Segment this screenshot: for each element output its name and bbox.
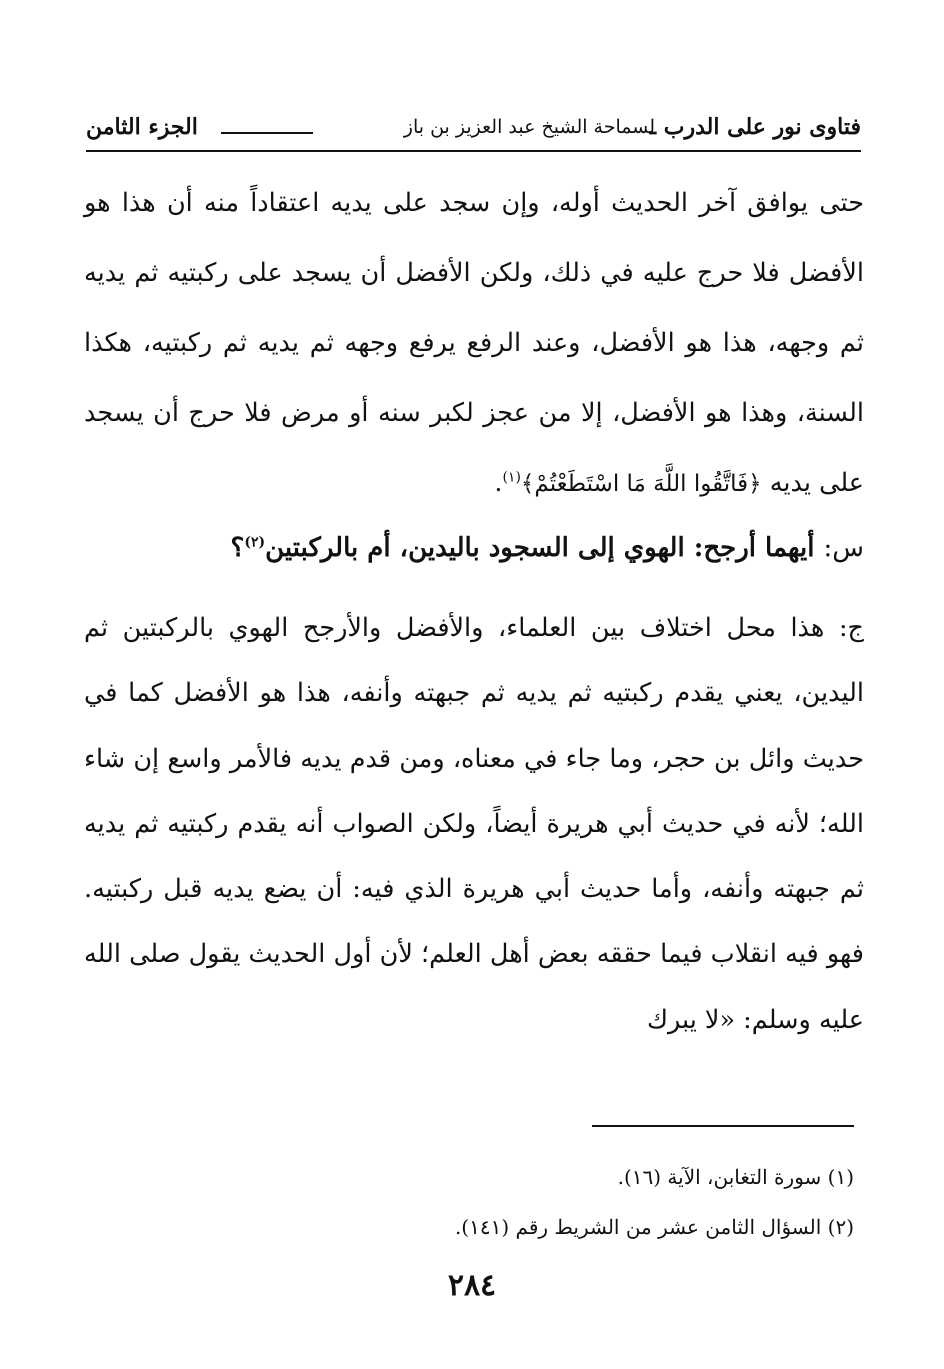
paragraph-1-end: . bbox=[494, 468, 503, 498]
header-rule bbox=[86, 150, 861, 152]
footnote-ref-1: (١) bbox=[502, 469, 521, 486]
footnote-ref-2: (٢) bbox=[244, 534, 266, 551]
answer-paragraph bbox=[84, 596, 864, 1053]
footnote-1: (١) سورة التغابن، الآية (١٦). bbox=[617, 1165, 854, 1189]
book-title: فتاوى نور على الدرب ـ bbox=[649, 114, 861, 140]
footnote-rule bbox=[592, 1125, 854, 1127]
footnote-2: (٢) السؤال الثامن عشر من الشريط رقم (١٤١). bbox=[454, 1215, 854, 1239]
header-dash-line bbox=[221, 132, 313, 134]
running-header bbox=[86, 108, 861, 148]
quran-verse: ﴿فَاتَّقُوا اللَّهَ مَا اسْتَطَعْتُمْ﴾ bbox=[520, 471, 762, 497]
footnotes bbox=[354, 1152, 854, 1252]
question-mark: ؟ bbox=[230, 533, 245, 563]
author-name: لسماحة الشيخ عبد العزيز بن باز bbox=[403, 116, 655, 138]
volume-part: الجزء الثامن bbox=[86, 114, 198, 140]
question bbox=[84, 523, 864, 573]
paragraph-1-text: حتى يوافق آخر الحديث أوله، وإن سجد على يديه اعتقاداً منه أن هذا هو الأفضل فلا حرج عليه في ذلك، ولكن الأفضل أن يسجد على ركبتيه ثم يديه ثم وجهه، هذا هو الأفضل، وعند الرفع يرفع وجهه ثم يديه ثم ركبتيه، هكذا السنة، وهذا هو الأفضل، إلا من عجز لكبر سنه أو مرض فلا حرج أن يسجد على يديه bbox=[84, 188, 865, 498]
paragraph-1 bbox=[84, 168, 864, 519]
question-prefix: س: bbox=[823, 533, 864, 563]
answer-text: ج: هذا محل اختلاف بين العلماء، والأفضل والأرجح الهوي بالركبتين ثم اليدين، يعني يقدم ركبتيه ثم يديه ثم جبهته وأنفه، هذا هو الأفضل كما في حديث وائل بن حجر، وما جاء في معناه، ومن قدم يديه فالأمر واسع إن شاء الله؛ لأنه في حديث أبي هريرة أيضاً، ولكن الصواب أنه يقدم ركبتيه ثم يديه ثم جبهته وأنفه، وأما حديث أبي هريرة الذي فيه: أن يضع يديه قبل ركبتيه. فهو فيه انقلاب فيما حققه بعض أهل العلم؛ لأن أول الحديث يقول صلى الله عليه وسلم: «لا يبرك bbox=[84, 613, 864, 1035]
page-number: ٢٨٤ bbox=[447, 1268, 497, 1303]
question-text: أيهما أرجح: الهوي إلى السجود باليدين، أم بالركبتين bbox=[265, 533, 815, 563]
